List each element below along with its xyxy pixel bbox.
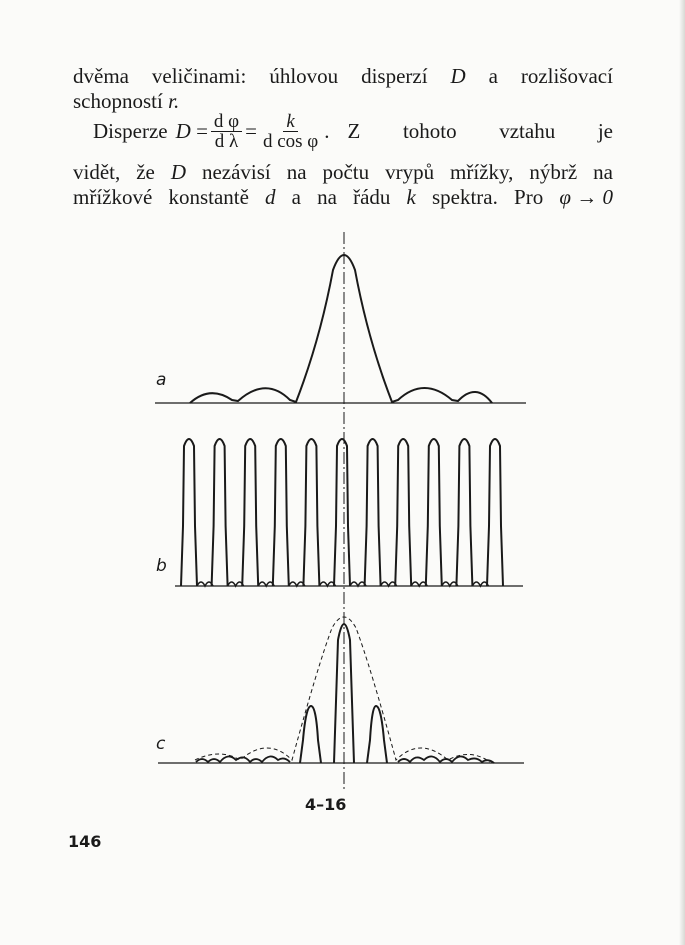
curve-a <box>190 255 492 403</box>
peak-b <box>181 439 197 586</box>
peak-b <box>456 439 472 586</box>
peak-b <box>334 439 350 586</box>
word: že <box>136 160 155 184</box>
word: vztahu <box>499 119 556 143</box>
peak-b <box>487 439 503 586</box>
word: nýbrž <box>529 160 578 184</box>
word: tohoto <box>402 119 457 143</box>
figure-caption: 4–16 <box>305 795 347 814</box>
peak-b <box>426 439 442 586</box>
word: Disperze <box>93 119 168 143</box>
word: na <box>593 160 613 184</box>
variable-k: k <box>406 185 416 209</box>
word: mřížky, <box>450 160 514 184</box>
word: na <box>317 185 337 209</box>
variable-D: D <box>450 64 466 88</box>
peak-b <box>395 439 411 586</box>
word: vrypů <box>385 160 435 184</box>
word: konstantě <box>168 185 249 209</box>
variable-D: D <box>170 160 186 184</box>
word: schopností <box>73 89 163 113</box>
word: řádu <box>353 185 391 209</box>
word: nezávisí <box>201 160 271 184</box>
variable-d: d <box>265 185 276 209</box>
word: disperzí <box>361 64 428 88</box>
envelope-c <box>195 617 490 762</box>
panel-b <box>175 439 523 586</box>
word: vidět, <box>73 160 121 184</box>
word: na <box>286 160 307 184</box>
word: počtu <box>322 160 370 184</box>
word: úhlovou <box>269 64 339 88</box>
word: dvěma <box>73 64 129 88</box>
panel-a <box>155 255 526 403</box>
word: rozlišovací <box>520 64 613 88</box>
phi-to-zero: φ → 0 <box>559 185 613 209</box>
peak-b <box>365 439 381 586</box>
panel-label-a: a <box>156 370 167 390</box>
word: a <box>488 64 498 88</box>
page-number: 146 <box>68 832 102 851</box>
word: spektra. <box>431 185 498 209</box>
variable-r: r. <box>168 89 180 113</box>
panel-c <box>158 617 524 763</box>
fraction-denominator: d λ <box>214 131 239 152</box>
word: mřížkové <box>73 185 153 209</box>
variable-D: D <box>175 119 191 143</box>
fraction-numerator: k <box>283 112 297 132</box>
peak-b <box>242 439 258 586</box>
word: Z <box>347 119 361 143</box>
fraction-numerator: d φ <box>211 112 242 132</box>
peak-b <box>303 439 319 586</box>
word: a <box>291 185 301 209</box>
panel-label-c: c <box>156 734 166 754</box>
word: je <box>597 119 613 143</box>
word: veličinami: <box>151 64 247 88</box>
formula-line: Disperze D = $\frac{\text{d φ}}{\text{d λ}}$ = $\frac{k}{\text{d cos φ}}$ . Z tohoto vztahu je <box>93 111 613 152</box>
panel-label-b: b <box>156 556 167 576</box>
word: Pro <box>514 185 544 209</box>
secondary-wiggles-c <box>196 756 494 763</box>
peak-b <box>273 439 289 586</box>
peak-b <box>212 439 228 586</box>
fraction-denominator: d cos φ <box>262 131 319 152</box>
